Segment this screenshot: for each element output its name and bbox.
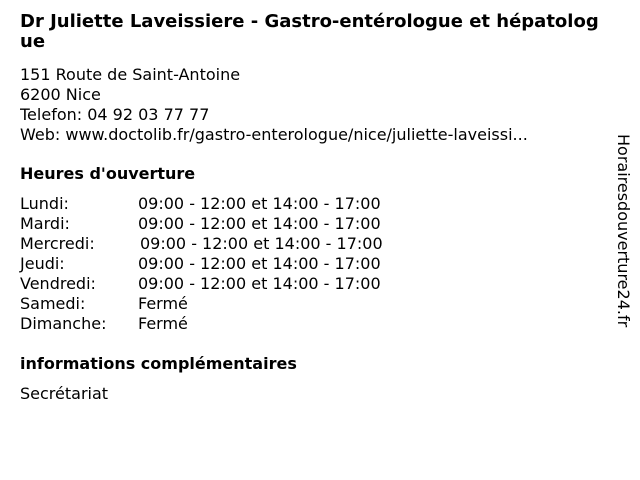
hours-day: Mercredi: — [20, 234, 95, 253]
hours-row-samedi — [20, 294, 383, 314]
hours-time: 09:00 - 12:00 et 14:00 - 17:00 — [140, 234, 383, 253]
brand-watermark: Horairesdouverture24.fr — [614, 134, 633, 328]
additional-info-text: Secrétariat — [20, 384, 109, 403]
address-block — [20, 65, 610, 145]
hours-row-lundi — [20, 194, 383, 214]
city-postal: 6200 Nice — [20, 85, 101, 104]
additional-info-heading: informations complémentaires — [20, 354, 297, 373]
hours-time: 09:00 - 12:00 et 14:00 - 17:00 — [138, 274, 381, 293]
hours-time: 09:00 - 12:00 et 14:00 - 17:00 — [138, 194, 381, 213]
hours-row-mercredi — [20, 234, 383, 254]
opening-hours-heading: Heures d'ouverture — [20, 164, 196, 183]
hours-day: Samedi: — [20, 294, 86, 313]
phone-number[interactable]: Telefon: 04 92 03 77 77 — [20, 105, 210, 124]
hours-time: 09:00 - 12:00 et 14:00 - 17:00 — [138, 254, 381, 273]
hours-row-mardi — [20, 214, 383, 234]
hours-day: Lundi: — [20, 194, 69, 213]
hours-row-vendredi — [20, 274, 383, 294]
hours-time: Fermé — [138, 294, 188, 313]
website-link[interactable]: Web: www.doctolib.fr/gastro-enterologue/nice/juliette-laveissi... — [20, 125, 528, 144]
page-title: Dr Juliette Laveissiere - Gastro-entérologue et hépatologue — [20, 11, 599, 52]
hours-row-jeudi — [20, 254, 383, 274]
hours-time: Fermé — [138, 314, 188, 333]
hours-day: Vendredi: — [20, 274, 96, 293]
hours-day: Mardi: — [20, 214, 70, 233]
hours-time: 09:00 - 12:00 et 14:00 - 17:00 — [138, 214, 381, 233]
hours-row-dimanche — [20, 314, 383, 334]
hours-day: Dimanche: — [20, 314, 107, 333]
street-address: 151 Route de Saint-Antoine — [20, 65, 241, 84]
opening-hours-list — [20, 194, 383, 334]
hours-day: Jeudi: — [20, 254, 65, 273]
